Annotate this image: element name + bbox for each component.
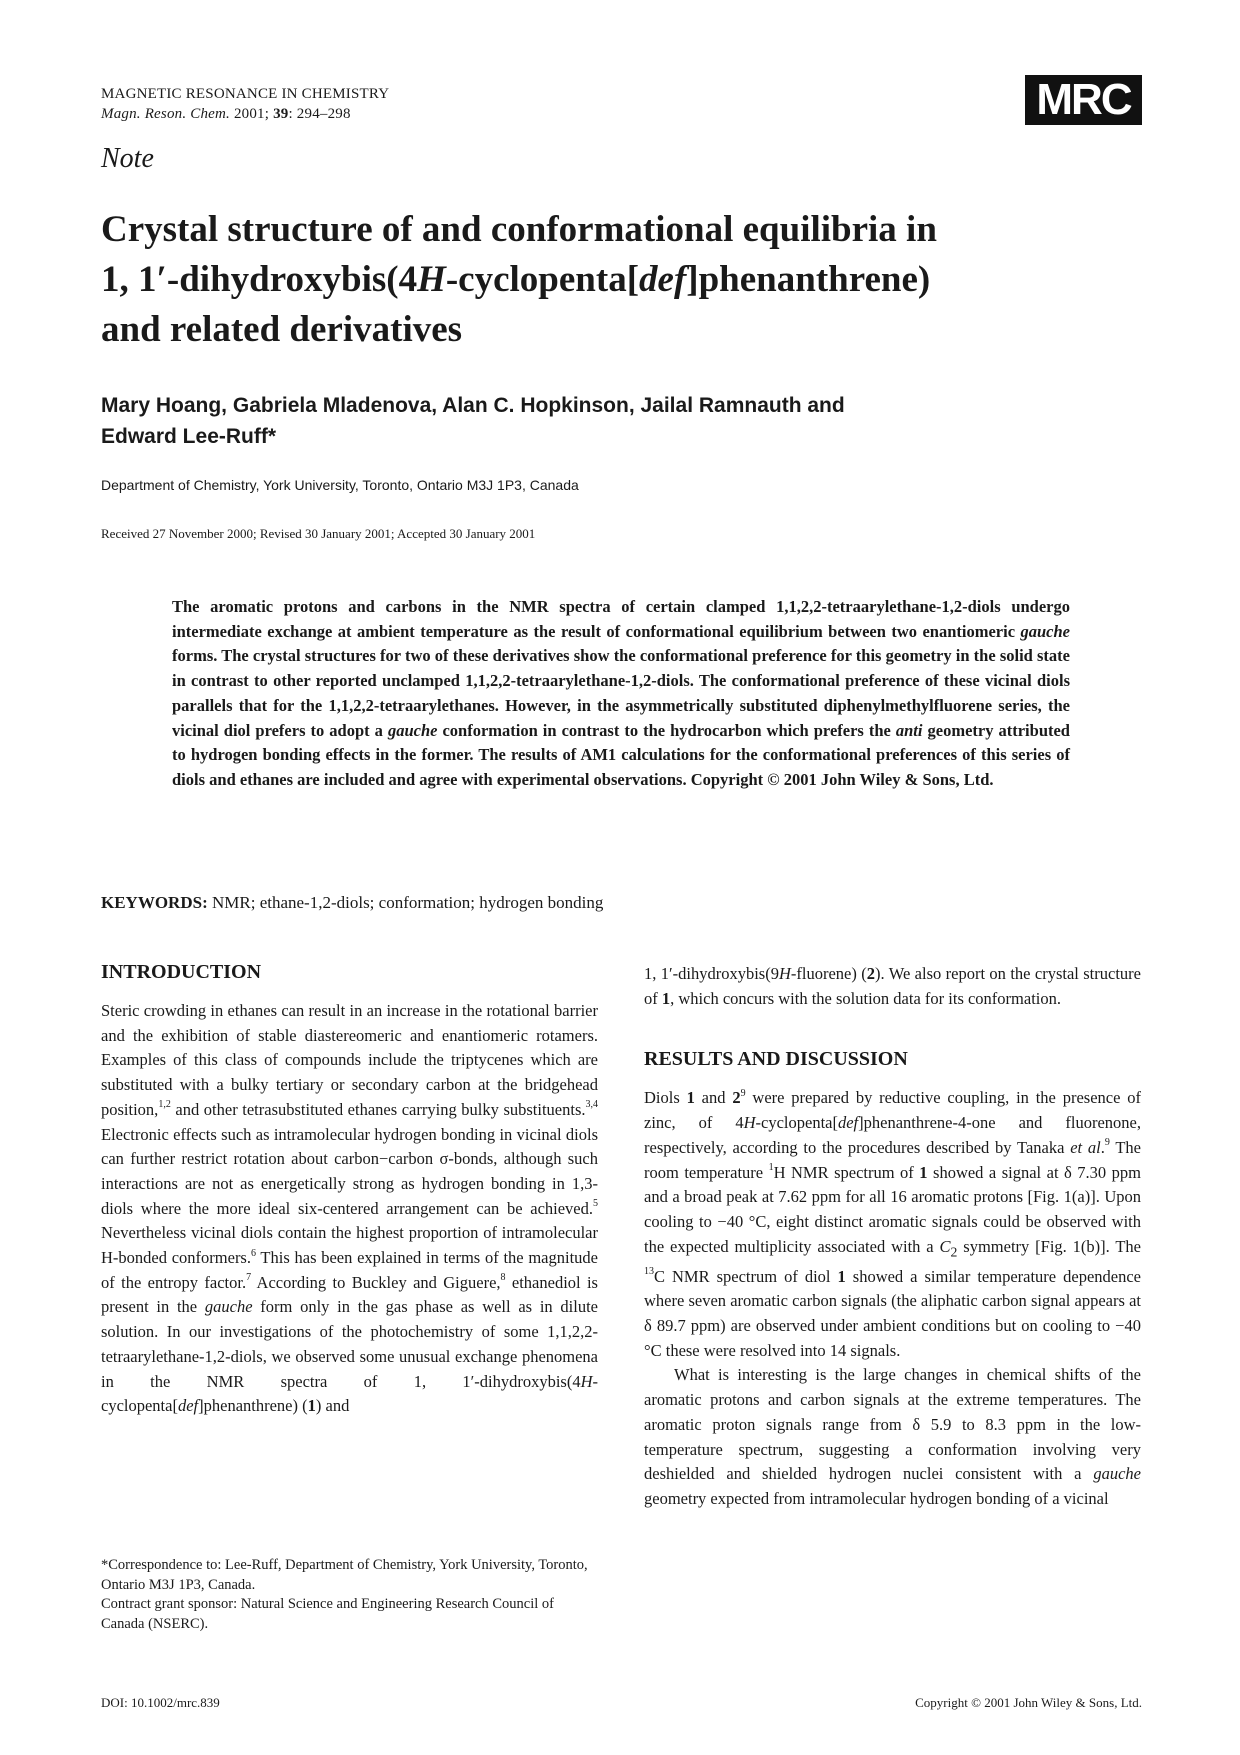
compound-number: 1 xyxy=(837,1266,846,1286)
body-text: ). We also report on the crystal structure of xyxy=(644,964,1141,1008)
doi-link[interactable]: DOI: 10.1002/mrc.839 xyxy=(101,1695,220,1710)
italic-text: def xyxy=(177,1396,199,1416)
title-part: H xyxy=(417,259,446,300)
body-text: showed a similar temperature dependence where seven aromatic carbon signals (the aliphatic carbon signal appears at δ 89.7 ppm) are observed under ambient conditions but on cooling to −40 °C these were resolved into 14 signals. xyxy=(644,1266,1141,1360)
body-text: -cyclopenta[ xyxy=(101,1371,598,1416)
italic-text: def xyxy=(837,1113,859,1133)
citation-ref: 3,4 xyxy=(585,1099,598,1111)
body-text: ]phenanthrene-4-one and fluorenone, respectively, according to the procedures described by Tanaka xyxy=(644,1113,1141,1157)
right-column xyxy=(644,962,1141,1512)
left-column xyxy=(101,960,598,1419)
introduction-heading: INTRODUCTION xyxy=(101,961,262,983)
body-text: and xyxy=(694,1088,733,1108)
citation-ref: 8 xyxy=(500,1272,506,1284)
title-part: ]phenanthrene) xyxy=(686,259,931,300)
abstract-italic: anti xyxy=(895,720,923,740)
abstract-italic: gauche xyxy=(387,720,438,740)
citation-year: 2001; xyxy=(233,106,270,122)
citation-ref: 9 xyxy=(740,1087,746,1099)
body-text: , which concurs with the solution data for its conformation. xyxy=(670,988,1062,1008)
keywords-label: KEYWORDS: xyxy=(101,893,208,912)
title-part: -cyclopenta[ xyxy=(445,259,640,300)
citation-ref: 5 xyxy=(593,1198,598,1210)
body-text: This has been explained in terms of the magnitude of the entropy factor. xyxy=(101,1248,598,1292)
citation-volume: 39 xyxy=(273,106,289,122)
body-text: showed a signal at δ 7.30 ppm and a broad peak at 7.62 ppm for all 16 aromatic protons [Fig. 1(a)]. Upon cooling to −40 °C, eight distinct aromatic signals could be observed with the expected multiplicity associated with a xyxy=(644,1162,1141,1256)
section-gap xyxy=(644,1011,1141,1047)
article-type: Note xyxy=(101,143,154,174)
isotope-superscript: 1 xyxy=(768,1162,774,1174)
citation-ref: 1,2 xyxy=(158,1099,171,1111)
journal-header xyxy=(101,84,389,124)
body-text: ]phenanthrene) ( xyxy=(198,1396,308,1416)
author-list xyxy=(101,390,1101,452)
abstract-italic: gauche xyxy=(1020,621,1070,641)
citation-abbrev: Magn. Reson. Chem. xyxy=(101,106,230,122)
body-text: H NMR spectrum of xyxy=(773,1162,920,1182)
copyright-notice: Copyright © 2001 John Wiley & Sons, Ltd. xyxy=(915,1695,1142,1710)
results-paragraph-2 xyxy=(644,1363,1141,1511)
subscript: 2 xyxy=(950,1243,958,1259)
body-text: ) and xyxy=(315,1396,350,1416)
italic-text: et al xyxy=(1070,1137,1101,1157)
compound-number: 1 xyxy=(919,1162,928,1182)
results-paragraph-1 xyxy=(644,1086,1141,1363)
citation-ref: 7 xyxy=(246,1272,252,1284)
abstract-text: conformation in contrast to the hydrocarbon which prefers the xyxy=(437,720,896,740)
results-heading: RESULTS AND DISCUSSION xyxy=(644,1048,908,1071)
body-text: form only in the gas phase as well as in dilute solution. In our investigations of the photochemistry of some 1,1,2,2-tetraarylethane-1,2-diols, we observed some unusual exchange phenomena in the NMR spectra of 1, 1′-dihydroxybis(4 xyxy=(101,1297,598,1391)
citation-ref: 9 xyxy=(1104,1137,1110,1149)
body-text: geometry expected from intramolecular hydrogen bonding of a vicinal xyxy=(644,1488,1109,1508)
body-text: -fluorene) ( xyxy=(790,964,867,983)
keywords-text: NMR; ethane-1,2-diols; conformation; hydrogen bonding xyxy=(207,893,604,912)
compound-number: 1 xyxy=(307,1396,316,1416)
affiliation: Department of Chemistry, York University, Toronto, Ontario M3J 1P3, Canada xyxy=(101,477,579,493)
body-text: What is interesting is the large changes in chemical shifts of the aromatic protons and carbon signals at the extreme temperatures. The aromatic proton signals range from δ 5.9 to 8.3 ppm in the low-temperature spectrum, suggesting a conformation involving very deshielded and shielded hydrogen nuclei consistent with a xyxy=(644,1365,1141,1484)
body-text: 1, 1′-dihydroxybis(9 xyxy=(644,964,779,983)
body-text: ethanediol is present in the xyxy=(101,1272,598,1317)
compound-number: 1 xyxy=(686,1088,695,1108)
isotope-superscript: 13 xyxy=(644,1266,654,1278)
body-text: . xyxy=(1100,1137,1105,1157)
italic-text: C xyxy=(939,1236,951,1256)
title-line-1: Crystal structure of and conformational equilibria in xyxy=(101,209,937,250)
body-text: were prepared by reductive coupling, in the presence of zinc, of 4 xyxy=(644,1088,1141,1133)
introduction-paragraph xyxy=(101,999,598,1419)
body-text: -cyclopenta[ xyxy=(755,1113,838,1133)
article-title xyxy=(101,205,1141,355)
journal-citation xyxy=(101,104,389,124)
keywords xyxy=(101,893,603,913)
italic-text: H xyxy=(778,964,791,983)
footnote xyxy=(101,1556,598,1634)
intro-continued-paragraph xyxy=(644,962,1141,1011)
body-text: Steric crowding in ethanes can result in an increase in the rotational barrier and the exhibition of stable diastereomeric and enantiomeric rotamers. Examples of this class of compounds include the triptycenes which are substituted with a bulky tertiary or secondary carbon at the bridgehead position, xyxy=(101,1001,598,1119)
citation-ref: 6 xyxy=(250,1247,256,1259)
journal-name: MAGNETIC RESONANCE IN CHEMISTRY xyxy=(101,86,390,102)
citation-pages: : 294–298 xyxy=(288,106,351,122)
received-dates: Received 27 November 2000; Revised 30 January 2001; Accepted 30 January 2001 xyxy=(101,526,536,541)
title-part: def xyxy=(639,259,687,300)
body-text: Nevertheless vicinal diols contain the highest proportion of intramolecular H-bonded conformers. xyxy=(101,1223,598,1268)
italic-text: gauche xyxy=(204,1297,253,1317)
authors-line-2: Edward Lee-Ruff* xyxy=(101,425,277,448)
italic-text: gauche xyxy=(1093,1464,1141,1484)
authors-line-1: Mary Hoang, Gabriela Mladenova, Alan C. Hopkinson, Jailal Ramnauth and xyxy=(101,394,845,417)
italic-text: H xyxy=(743,1113,756,1133)
mrc-logo: MRC xyxy=(1025,75,1142,125)
abstract-text: geometry attributed to hydrogen bonding effects in the former. The results of AM1 calculations for the conformational preferences of this series of diols and ethanes are included and agree with experimental observations. Copyright © 2001 John Wiley & Sons, Ltd. xyxy=(172,720,1070,789)
compound-number: 2 xyxy=(732,1088,741,1108)
body-text: Diols xyxy=(644,1088,687,1108)
compound-number: 2 xyxy=(866,964,875,983)
title-line-2 xyxy=(101,255,1141,305)
body-text: symmetry [Fig. 1(b)]. The xyxy=(957,1236,1141,1256)
abstract-text: forms. The crystal structures for two of these derivatives show the conformational preference for this geometry in the solid state in contrast to other reported unclamped 1,1,2,2-tetraarylethane-1,2-diols. The conformational preference of these vicinal diols parallels that for the 1,1,2,2-tetraarylethanes. However, in the asymmetrically substituted diphenylmethylfluorene series, the vicinal diol prefers to adopt a xyxy=(172,646,1070,740)
body-text: and other tetrasubstituted ethanes carrying bulky substituents. xyxy=(170,1099,586,1119)
title-line-3: and related derivatives xyxy=(101,309,463,350)
correspondence-note: *Correspondence to: Lee-Ruff, Department of Chemistry, York University, Toronto, Ontario M3J 1P3, Canada. xyxy=(101,1557,588,1593)
body-text: C NMR spectrum of diol xyxy=(654,1266,838,1286)
body-text: Electronic effects such as intramolecular hydrogen bonding in vicinal diols can further restrict rotation about carbon−carbon σ-bonds, although such interactions are not as energetically strong as hydrogen bonding in 1,3-diols where the more ideal six-centered arrangement can be achieved. xyxy=(101,1124,598,1218)
abstract xyxy=(172,595,1070,793)
body-text: According to Buckley and Giguere, xyxy=(251,1272,501,1292)
italic-text: H xyxy=(580,1371,593,1391)
body-text: The room temperature xyxy=(644,1137,1142,1182)
abstract-text: The aromatic protons and carbons in the NMR spectra of certain clamped 1,1,2,2-tetraarylethane-1,2-diols undergo intermediate exchange at ambient temperature as the result of conformational equilibrium between two enantiomeric xyxy=(172,597,1070,641)
compound-number: 1 xyxy=(661,988,671,1008)
title-part: 1, 1′-dihydroxybis(4 xyxy=(101,259,418,300)
grant-note: Contract grant sponsor: Natural Science and Engineering Research Council of Canada (NSERC). xyxy=(101,1596,554,1632)
